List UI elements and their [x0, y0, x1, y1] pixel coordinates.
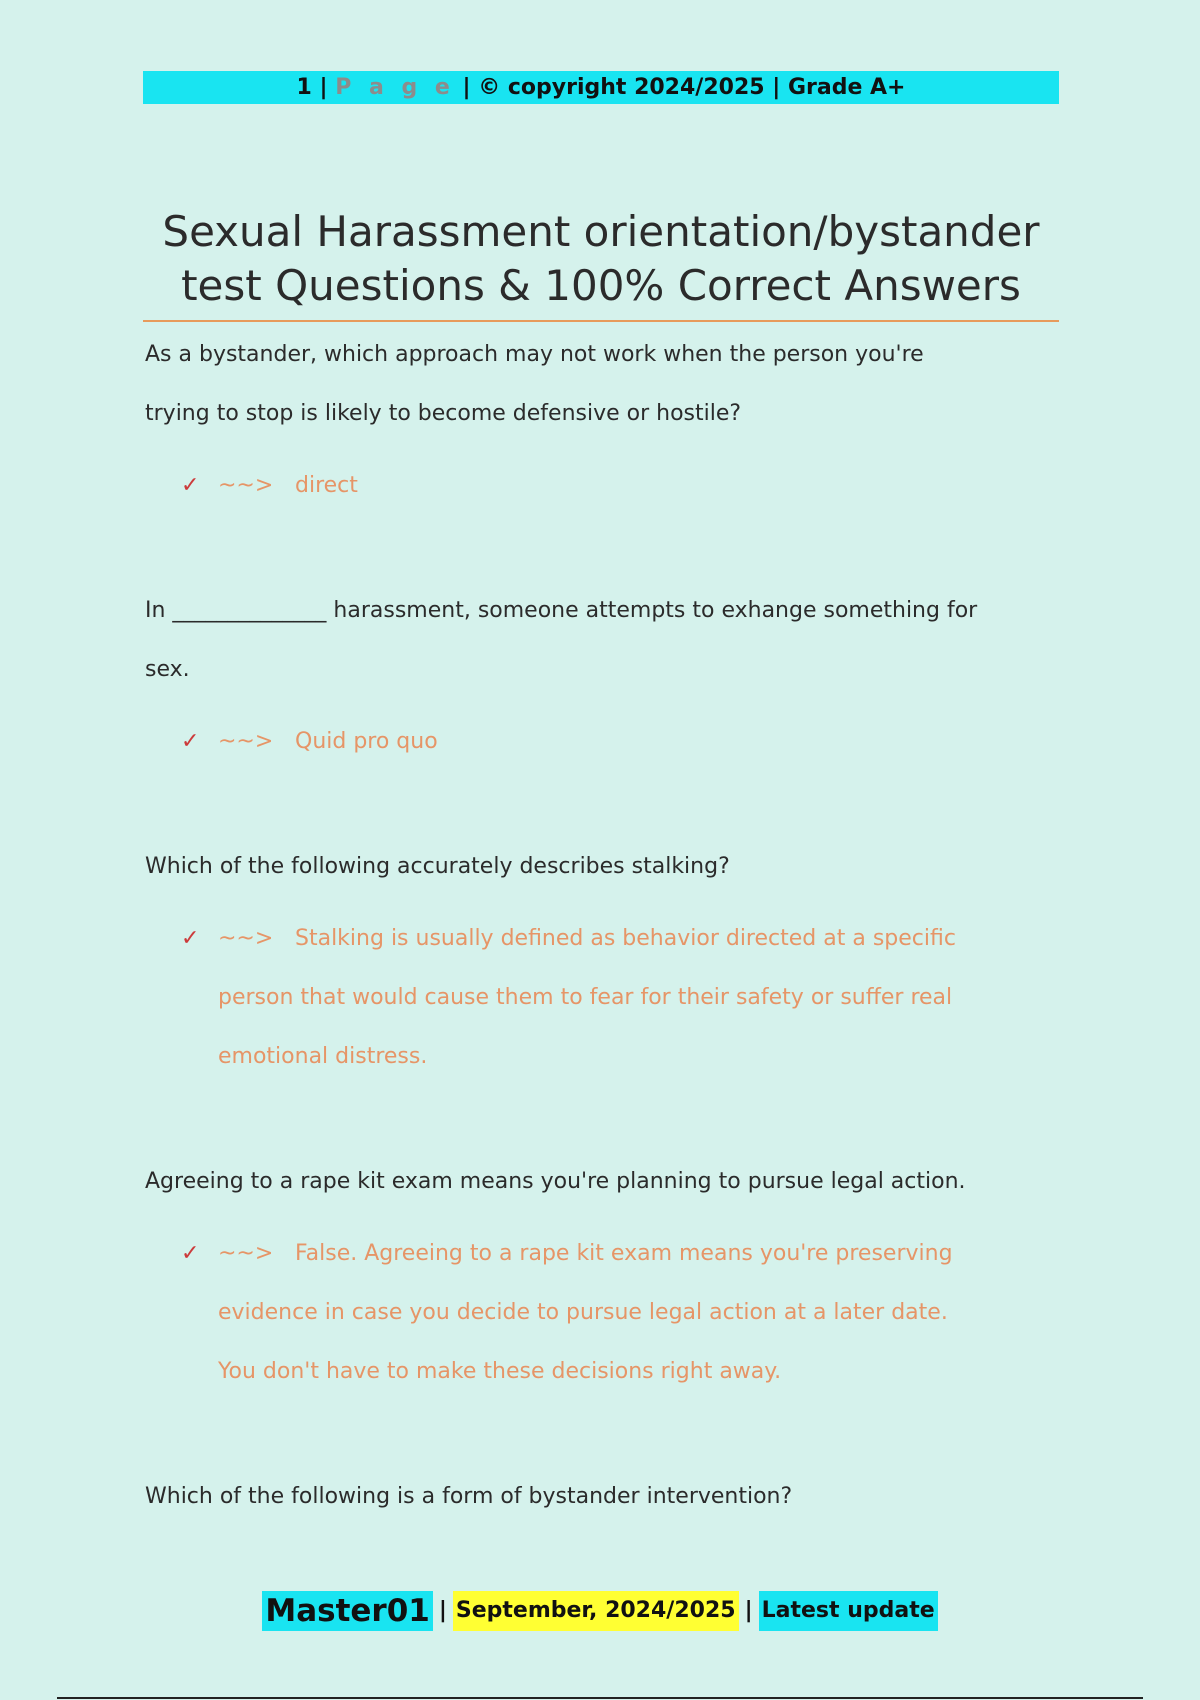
answer-text: Stalking is usually defined as behavior directed at a specific	[295, 926, 956, 951]
answer-text: direct	[295, 473, 358, 498]
answer-line	[145, 909, 1045, 968]
answer-arrow: ~~>	[218, 729, 274, 754]
answer-line	[145, 456, 1045, 515]
checkmark-icon: ✓	[181, 926, 200, 951]
answer-line	[145, 1283, 1045, 1342]
footer-date: September, 2024/2025	[453, 1591, 739, 1631]
answer-line	[145, 712, 1045, 771]
qa-item	[145, 581, 1045, 771]
answer-arrow: ~~>	[218, 1241, 274, 1266]
answer-text: Quid pro quo	[295, 729, 438, 754]
qa-item	[145, 837, 1045, 1086]
answer-line	[145, 1027, 1045, 1086]
answer-text: emotional distress.	[218, 1044, 428, 1069]
answer-text: You don't have to make these decisions right away.	[218, 1359, 782, 1384]
answer-line	[145, 1342, 1045, 1401]
answer-arrow: ~~>	[218, 926, 274, 951]
question-text: In ______________ harassment, someone attempts to exhange something for	[145, 598, 978, 623]
footer-separator: |	[438, 1598, 447, 1623]
answer-text: person that would cause them to fear for their safety or suffer real	[218, 985, 953, 1010]
qa-item	[145, 1152, 1045, 1401]
bottom-divider	[57, 1697, 1143, 1699]
page-footer	[0, 1591, 1200, 1631]
title-line-1: Sexual Harassment orientation/bystander	[162, 207, 1040, 256]
footer-author: Master01	[262, 1591, 433, 1631]
question-text: trying to stop is likely to become defensive or hostile?	[145, 401, 742, 426]
page-label: P a g e	[335, 75, 455, 100]
document-title	[143, 205, 1059, 313]
checkmark-icon: ✓	[181, 729, 200, 754]
question-text: Agreeing to a rape kit exam means you're planning to pursue legal action.	[145, 1169, 966, 1194]
answer-text: evidence in case you decide to pursue legal action at a later date.	[218, 1300, 948, 1325]
title-divider	[143, 320, 1059, 322]
question-text: sex.	[145, 657, 190, 682]
copyright-text: © copyright 2024/2025	[478, 75, 765, 100]
answer-block	[145, 712, 1045, 771]
qa-item	[145, 325, 1045, 515]
answer-block	[145, 1224, 1045, 1401]
checkmark-icon: ✓	[181, 1241, 200, 1266]
question-text: Which of the following is a form of bystander intervention?	[145, 1484, 793, 1509]
question-text: As a bystander, which approach may not work when the person you're	[145, 342, 924, 367]
checkmark-icon: ✓	[181, 473, 200, 498]
answer-line	[145, 1224, 1045, 1283]
answer-text: False. Agreeing to a rape kit exam means you're preserving	[295, 1241, 953, 1266]
answer-block	[145, 909, 1045, 1086]
qa-list	[145, 325, 1045, 1526]
answer-block	[145, 456, 1045, 515]
qa-item	[145, 1467, 1045, 1526]
footer-update: Latest update	[759, 1591, 938, 1631]
answer-arrow: ~~>	[218, 473, 274, 498]
question-text: Which of the following accurately describes stalking?	[145, 854, 730, 879]
answer-line	[145, 968, 1045, 1027]
footer-separator: |	[744, 1598, 753, 1623]
title-line-2: test Questions & 100% Correct Answers	[181, 261, 1021, 310]
page-number: 1	[296, 75, 312, 100]
grade-text: Grade A+	[787, 75, 906, 100]
page-header-bar: 1 | P a g e | © copyright 2024/2025 | Grade A+	[143, 71, 1059, 104]
